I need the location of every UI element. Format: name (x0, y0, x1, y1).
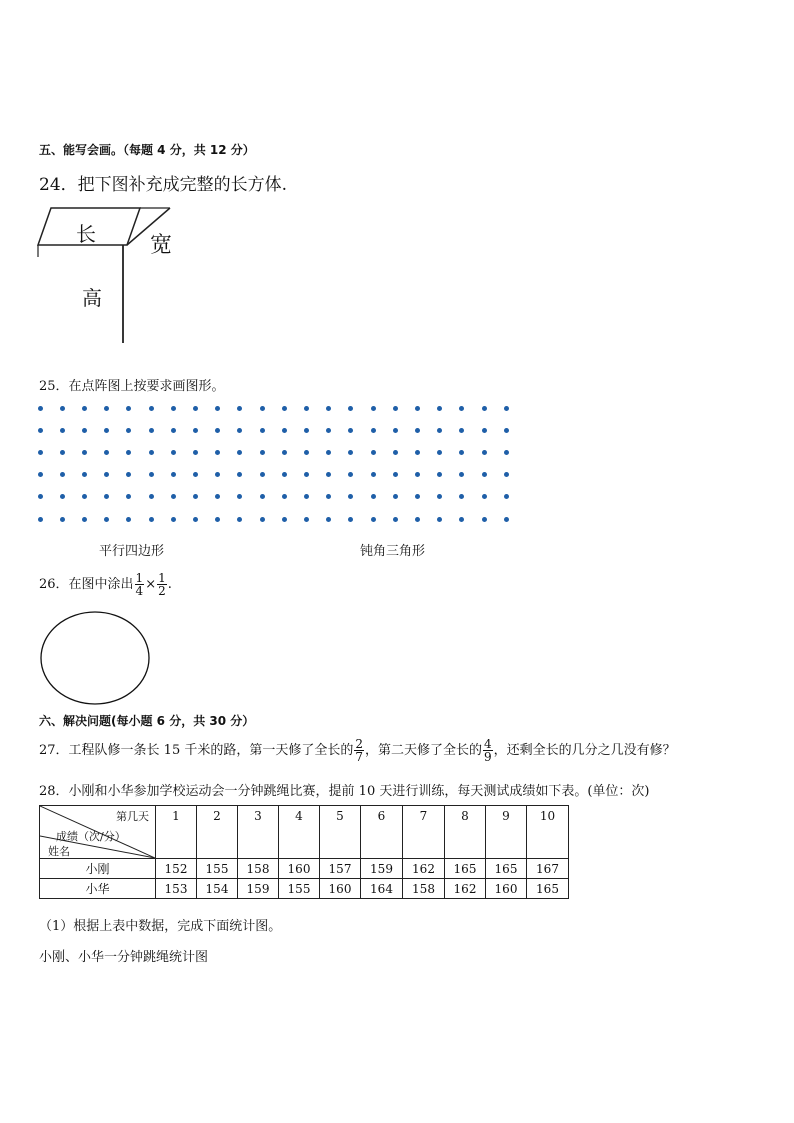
score-cell: 152 (156, 859, 197, 879)
grid-dot (171, 494, 176, 499)
grid-dot (282, 472, 287, 477)
grid-dot (260, 406, 265, 411)
grid-dot (348, 517, 353, 522)
grid-dot (304, 450, 309, 455)
grid-dot (371, 472, 376, 477)
score-cell: 159 (238, 879, 279, 899)
grid-dot (126, 428, 131, 433)
grid-dot (38, 450, 43, 455)
score-cell: 159 (361, 859, 403, 879)
grid-dot (126, 450, 131, 455)
q27-part2: ，第二天修了全长的 (365, 743, 483, 758)
grid-dot (215, 472, 220, 477)
grid-dot (126, 517, 131, 522)
grid-dot (60, 406, 65, 411)
grid-dot (393, 428, 398, 433)
grid-dot (171, 428, 176, 433)
grid-dot (304, 428, 309, 433)
grid-dot (304, 494, 309, 499)
q26-times: × (145, 577, 157, 592)
day-cell: 4 (279, 806, 320, 859)
grid-dot (504, 517, 509, 522)
grid-dot (171, 406, 176, 411)
grid-dot (326, 406, 331, 411)
grid-dot (60, 472, 65, 477)
grid-dot (482, 428, 487, 433)
grid-dot (504, 406, 509, 411)
grid-dot (282, 494, 287, 499)
grid-dot (38, 517, 43, 522)
day-cell: 6 (361, 806, 403, 859)
score-cell: 165 (445, 859, 486, 879)
score-cell: 154 (197, 879, 238, 899)
grid-dot (371, 517, 376, 522)
day-cell: 9 (486, 806, 527, 859)
score-cell: 158 (403, 879, 445, 899)
q26-suffix: . (167, 577, 172, 592)
circle-figure (38, 610, 154, 708)
score-cell: 165 (486, 859, 527, 879)
grid-dot (482, 494, 487, 499)
header-day: 第几天 (116, 810, 149, 823)
label-height: 高 (82, 286, 102, 310)
grid-dot (371, 450, 376, 455)
score-cell: 155 (197, 859, 238, 879)
grid-dot (104, 472, 109, 477)
q26-fraction-1 (135, 572, 145, 597)
grid-dot (348, 472, 353, 477)
grid-dot (393, 472, 398, 477)
table-header-row (40, 806, 569, 859)
score-cell: 162 (403, 859, 445, 879)
grid-dot (371, 406, 376, 411)
grid-dot (215, 450, 220, 455)
grid-dot (193, 517, 198, 522)
grid-dot (237, 494, 242, 499)
diagonal-header-cell (40, 806, 156, 859)
label-obtuse-triangle: 钝角三角形 (360, 544, 426, 559)
question-28-text: 28．小刚和小华参加学校运动会一分钟跳绳比赛，提前 10 天进行训练，每天测试成绩如下表。(单位：次) (39, 784, 650, 799)
grid-dot (437, 472, 442, 477)
score-cell: 160 (486, 879, 527, 899)
grid-dot (60, 428, 65, 433)
grid-dot (60, 517, 65, 522)
q26-prefix: 26．在图中涂出 (39, 577, 134, 592)
grid-dot (104, 494, 109, 499)
grid-dot (326, 428, 331, 433)
day-cell: 3 (238, 806, 279, 859)
grid-dot (104, 428, 109, 433)
grid-dot (193, 450, 198, 455)
q27-part1: 27．工程队修一条长 15 千米的路，第一天修了全长的 (39, 743, 354, 758)
grid-dot (326, 494, 331, 499)
cuboid-figure (35, 200, 195, 348)
grid-dot (415, 450, 420, 455)
grid-dot (104, 406, 109, 411)
grid-dot (82, 472, 87, 477)
grid-dot (459, 428, 464, 433)
table-row (40, 879, 569, 899)
score-cell: 162 (445, 879, 486, 899)
score-cell: 167 (527, 859, 569, 879)
grid-dot (415, 494, 420, 499)
score-cell: 160 (320, 879, 361, 899)
question-24-text: 24．把下图补充成完整的长方体. (39, 175, 288, 195)
grid-dot (459, 472, 464, 477)
grid-dot (215, 406, 220, 411)
q27-fraction-1 (354, 738, 364, 763)
day-cell: 2 (197, 806, 238, 859)
score-cell: 158 (238, 859, 279, 879)
score-cell: 164 (361, 879, 403, 899)
grid-dot (38, 406, 43, 411)
score-cell: 160 (279, 859, 320, 879)
grid-dot (237, 406, 242, 411)
grid-dot (371, 428, 376, 433)
q26-f1-den: 4 (135, 584, 144, 598)
day-cell: 5 (320, 806, 361, 859)
grid-dot (171, 517, 176, 522)
grid-dot (415, 517, 420, 522)
grid-dot (215, 494, 220, 499)
grid-dot (482, 406, 487, 411)
grid-dot (149, 494, 154, 499)
grid-dot (237, 517, 242, 522)
grid-dot (504, 450, 509, 455)
grid-dot (459, 450, 464, 455)
day-cell: 8 (445, 806, 486, 859)
score-table (39, 805, 569, 899)
grid-dot (126, 406, 131, 411)
grid-dot (326, 472, 331, 477)
grid-dot (126, 494, 131, 499)
grid-dot (282, 406, 287, 411)
grid-dot (504, 494, 509, 499)
section-5-title: 五、能写会画。（每题 4 分，共 12 分） (39, 143, 255, 157)
grid-dot (82, 406, 87, 411)
grid-dot (215, 517, 220, 522)
question-26-text (39, 570, 172, 600)
grid-dot (415, 406, 420, 411)
grid-dot (126, 472, 131, 477)
grid-dot (82, 428, 87, 433)
grid-dot (149, 406, 154, 411)
grid-dot (282, 428, 287, 433)
q27-fraction-2 (483, 738, 493, 763)
grid-dot (437, 494, 442, 499)
grid-dot (482, 472, 487, 477)
grid-dot (82, 517, 87, 522)
day-cell: 10 (527, 806, 569, 859)
grid-dot (304, 517, 309, 522)
label-length: 长 (76, 222, 96, 246)
chart-caption: 小刚、小华一分钟跳绳统计图 (39, 950, 209, 965)
score-cell: 165 (527, 879, 569, 899)
grid-dot (193, 406, 198, 411)
q27-f1-num: 2 (355, 737, 363, 751)
grid-dot (326, 517, 331, 522)
grid-dot (326, 450, 331, 455)
grid-dot (171, 472, 176, 477)
grid-dot (304, 406, 309, 411)
grid-dot (260, 517, 265, 522)
grid-dot (437, 406, 442, 411)
grid-dot (38, 472, 43, 477)
score-cell: 157 (320, 859, 361, 879)
grid-dot (348, 406, 353, 411)
table-row (40, 859, 569, 879)
q26-f1-num: 1 (135, 571, 144, 585)
grid-dot (371, 494, 376, 499)
q26-fraction-2 (157, 572, 167, 597)
grid-dot (459, 517, 464, 522)
grid-dot (60, 494, 65, 499)
row-name-cell: 小华 (40, 879, 156, 899)
grid-dot (104, 450, 109, 455)
grid-dot (149, 472, 154, 477)
grid-dot (171, 450, 176, 455)
grid-dot (104, 517, 109, 522)
grid-dot (237, 450, 242, 455)
grid-dot (193, 472, 198, 477)
score-cell: 153 (156, 879, 197, 899)
grid-dot (393, 406, 398, 411)
grid-dot (459, 406, 464, 411)
grid-dot (393, 517, 398, 522)
header-name: 姓名 (48, 845, 70, 858)
q28-sub-1: （1）根据上表中数据，完成下面统计图。 (39, 919, 282, 934)
grid-dot (437, 428, 442, 433)
grid-dot (260, 494, 265, 499)
grid-dot (149, 428, 154, 433)
grid-dot (282, 517, 287, 522)
grid-dot (149, 450, 154, 455)
grid-dot (82, 450, 87, 455)
q26-f2-num: 1 (158, 571, 166, 585)
day-cell: 7 (403, 806, 445, 859)
grid-dot (393, 494, 398, 499)
grid-dot (82, 494, 87, 499)
q27-f1-den: 7 (355, 750, 363, 764)
grid-dot (348, 428, 353, 433)
grid-dot (415, 472, 420, 477)
grid-dot (437, 450, 442, 455)
grid-dot (38, 494, 43, 499)
q27-f2-den: 9 (484, 750, 492, 764)
header-score: 成绩（次/分） (56, 830, 126, 843)
grid-dot (38, 428, 43, 433)
q27-f2-num: 4 (484, 737, 492, 751)
grid-dot (237, 472, 242, 477)
grid-dot (282, 450, 287, 455)
grid-dot (437, 517, 442, 522)
question-27-text (39, 734, 676, 768)
grid-dot (504, 428, 509, 433)
grid-dot (260, 472, 265, 477)
section-6-title: 六、解决问题(每小题 6 分，共 30 分） (39, 714, 255, 728)
q27-part3: ，还剩全长的几分之几没有修？ (493, 743, 676, 758)
score-cell: 155 (279, 879, 320, 899)
grid-dot (237, 428, 242, 433)
grid-dot (482, 517, 487, 522)
row-name-cell: 小刚 (40, 859, 156, 879)
grid-dot (482, 450, 487, 455)
grid-dot (348, 450, 353, 455)
grid-dot (149, 517, 154, 522)
grid-dot (260, 428, 265, 433)
grid-dot (415, 428, 420, 433)
grid-dot (459, 494, 464, 499)
label-width: 宽 (150, 233, 173, 258)
question-25-text: 25．在点阵图上按要求画图形。 (39, 379, 225, 394)
label-parallelogram: 平行四边形 (99, 544, 165, 559)
grid-dot (393, 450, 398, 455)
q26-f2-den: 2 (158, 584, 166, 598)
grid-dot (193, 428, 198, 433)
grid-dot (193, 494, 198, 499)
grid-dot (304, 472, 309, 477)
grid-dot (260, 450, 265, 455)
grid-dot (504, 472, 509, 477)
day-cell: 1 (156, 806, 197, 859)
grid-dot (215, 428, 220, 433)
grid-dot (60, 450, 65, 455)
grid-dot (348, 494, 353, 499)
